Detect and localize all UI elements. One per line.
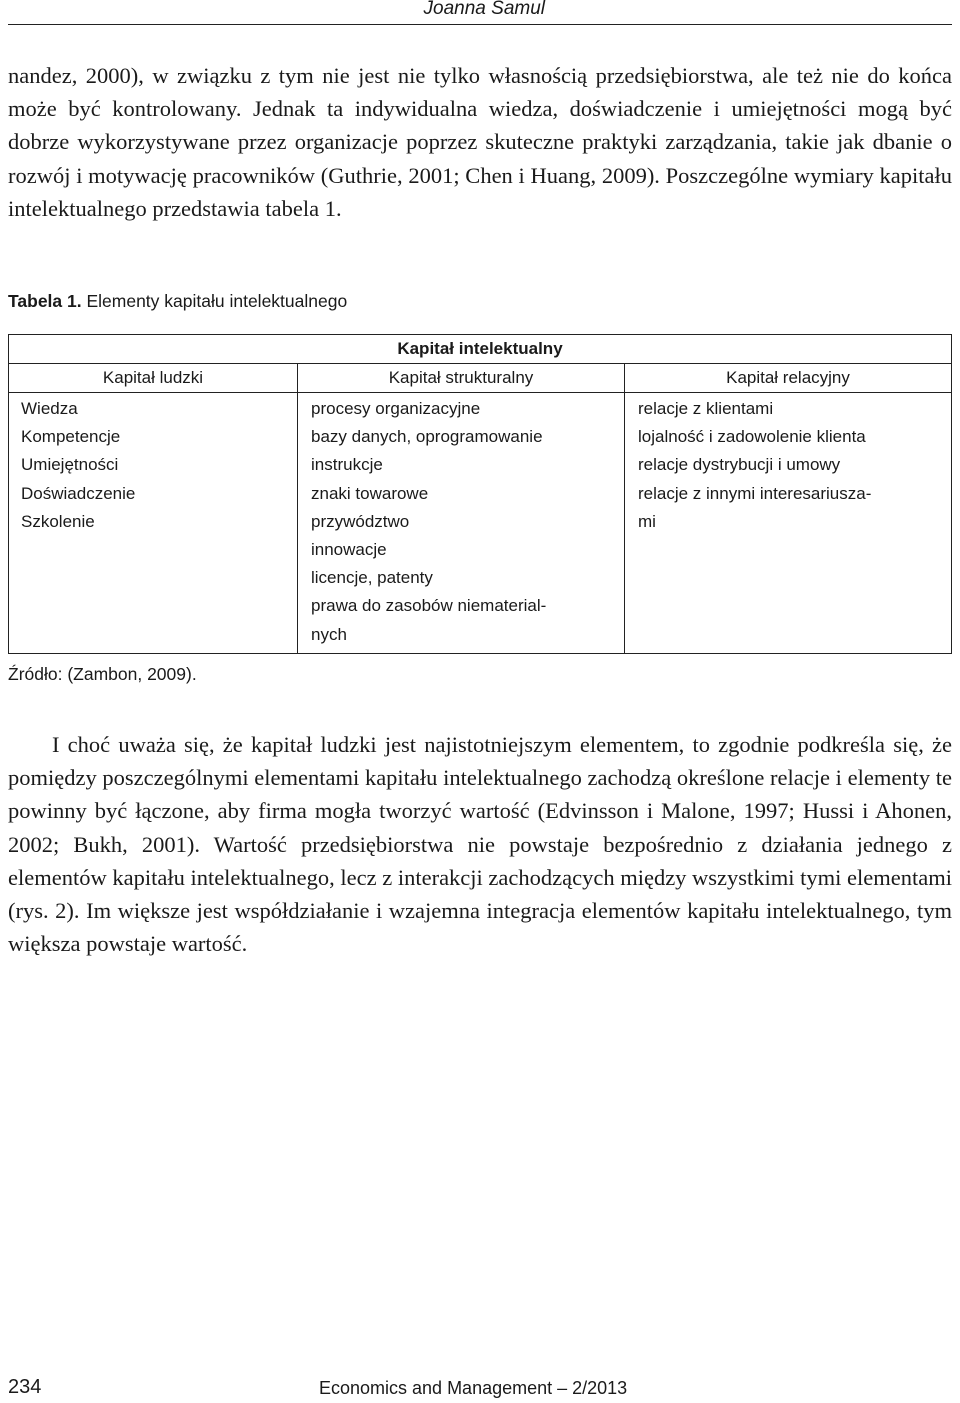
header-divider	[8, 24, 952, 25]
list-item: mi	[638, 511, 656, 531]
table-main-header: Kapitał intelektualny	[9, 335, 952, 364]
table-caption	[8, 291, 347, 312]
list-item: relacje dystrybucji i umowy	[638, 455, 841, 475]
list-item: licencje, patenty	[311, 568, 433, 588]
structural-capital-cell	[298, 393, 625, 654]
list-item: Szkolenie	[21, 511, 95, 531]
list-item: Doświadczenie	[21, 483, 136, 503]
table-caption-label: Tabela 1.	[8, 291, 82, 311]
list-item: bazy danych, oprogramowanie	[311, 427, 543, 447]
human-capital-cell	[9, 393, 298, 654]
header-author: Joanna Samul	[423, 0, 545, 19]
journal-footer: Economics and Management – 2/2013	[319, 1378, 628, 1398]
paragraph-2: I choć uważa się, że kapitał ludzki jest najistotniejszym elementem, to zgodnie podkreśla się, że pomiędzy poszczególnymi elementami kapitału intelektualnego zachodzą określone relacje i elementy te powinny być łączone, aby firma mogła tworzyć wartość (Edvinsson i Malone, 1997; Hussi i Ahonen, 2002; Bukh, 2001). Wartość przedsiębiorstwa nie powstaje bezpośrednio z działania jednego z elementów kapitału intelektualnego, lecz z interakcji zachodzących między wszystkimi tymi elementami (rys. 2). Im większe jest współdziałanie i wzajemna integracja elementów kapitału intelektualnego, tym większa powstaje wartość.	[8, 732, 953, 957]
list-item: innowacje	[311, 540, 387, 560]
list-item: relacje z klientami	[638, 399, 774, 418]
running-header	[0, 0, 960, 28]
list-item: Umiejętności	[21, 455, 119, 475]
paragraph-1: nandez, 2000), w związku z tym nie jest nie tylko własnością przedsiębiorstwa, ale też nie do końca może być kontrolowany. Jednak ta indywidualna wiedza, doświadczenie i umiejętności mogą być dobrze wykorzystywane przez organizacje poprzez skuteczne praktyki zarządzania, takie jak dbanie o rozwój i motywację pracowników (Guthrie, 2001; Chen i Huang, 2009). Poszczególne wymiary kapitału intelektualnego przedstawia tabela 1.	[8, 63, 952, 221]
list-item: instrukcje	[311, 455, 383, 475]
column-header-human-capital: Kapitał ludzki	[9, 364, 298, 393]
list-item: znaki towarowe	[311, 483, 429, 503]
table-caption-text: Elementy kapitału intelektualnego	[81, 291, 348, 311]
list-item: Wiedza	[21, 399, 78, 418]
intellectual-capital-table	[8, 334, 952, 654]
list-item: lojalność i zadowolenie klienta	[638, 427, 866, 447]
list-item: nych	[311, 624, 347, 644]
page-number: 234	[8, 1376, 42, 1398]
list-item: przywództwo	[311, 511, 410, 531]
list-item: procesy organizacyjne	[311, 399, 481, 418]
list-item: prawa do zasobów niematerial-	[311, 596, 547, 616]
list-item: Kompetencje	[21, 427, 121, 447]
list-item: relacje z innymi interesariusza-	[638, 483, 872, 503]
relational-capital-cell	[625, 393, 952, 654]
column-header-relational-capital: Kapitał relacyjny	[625, 364, 952, 393]
table-source: Źródło: (Zambon, 2009).	[8, 664, 197, 684]
column-header-structural-capital: Kapitał strukturalny	[298, 364, 625, 393]
